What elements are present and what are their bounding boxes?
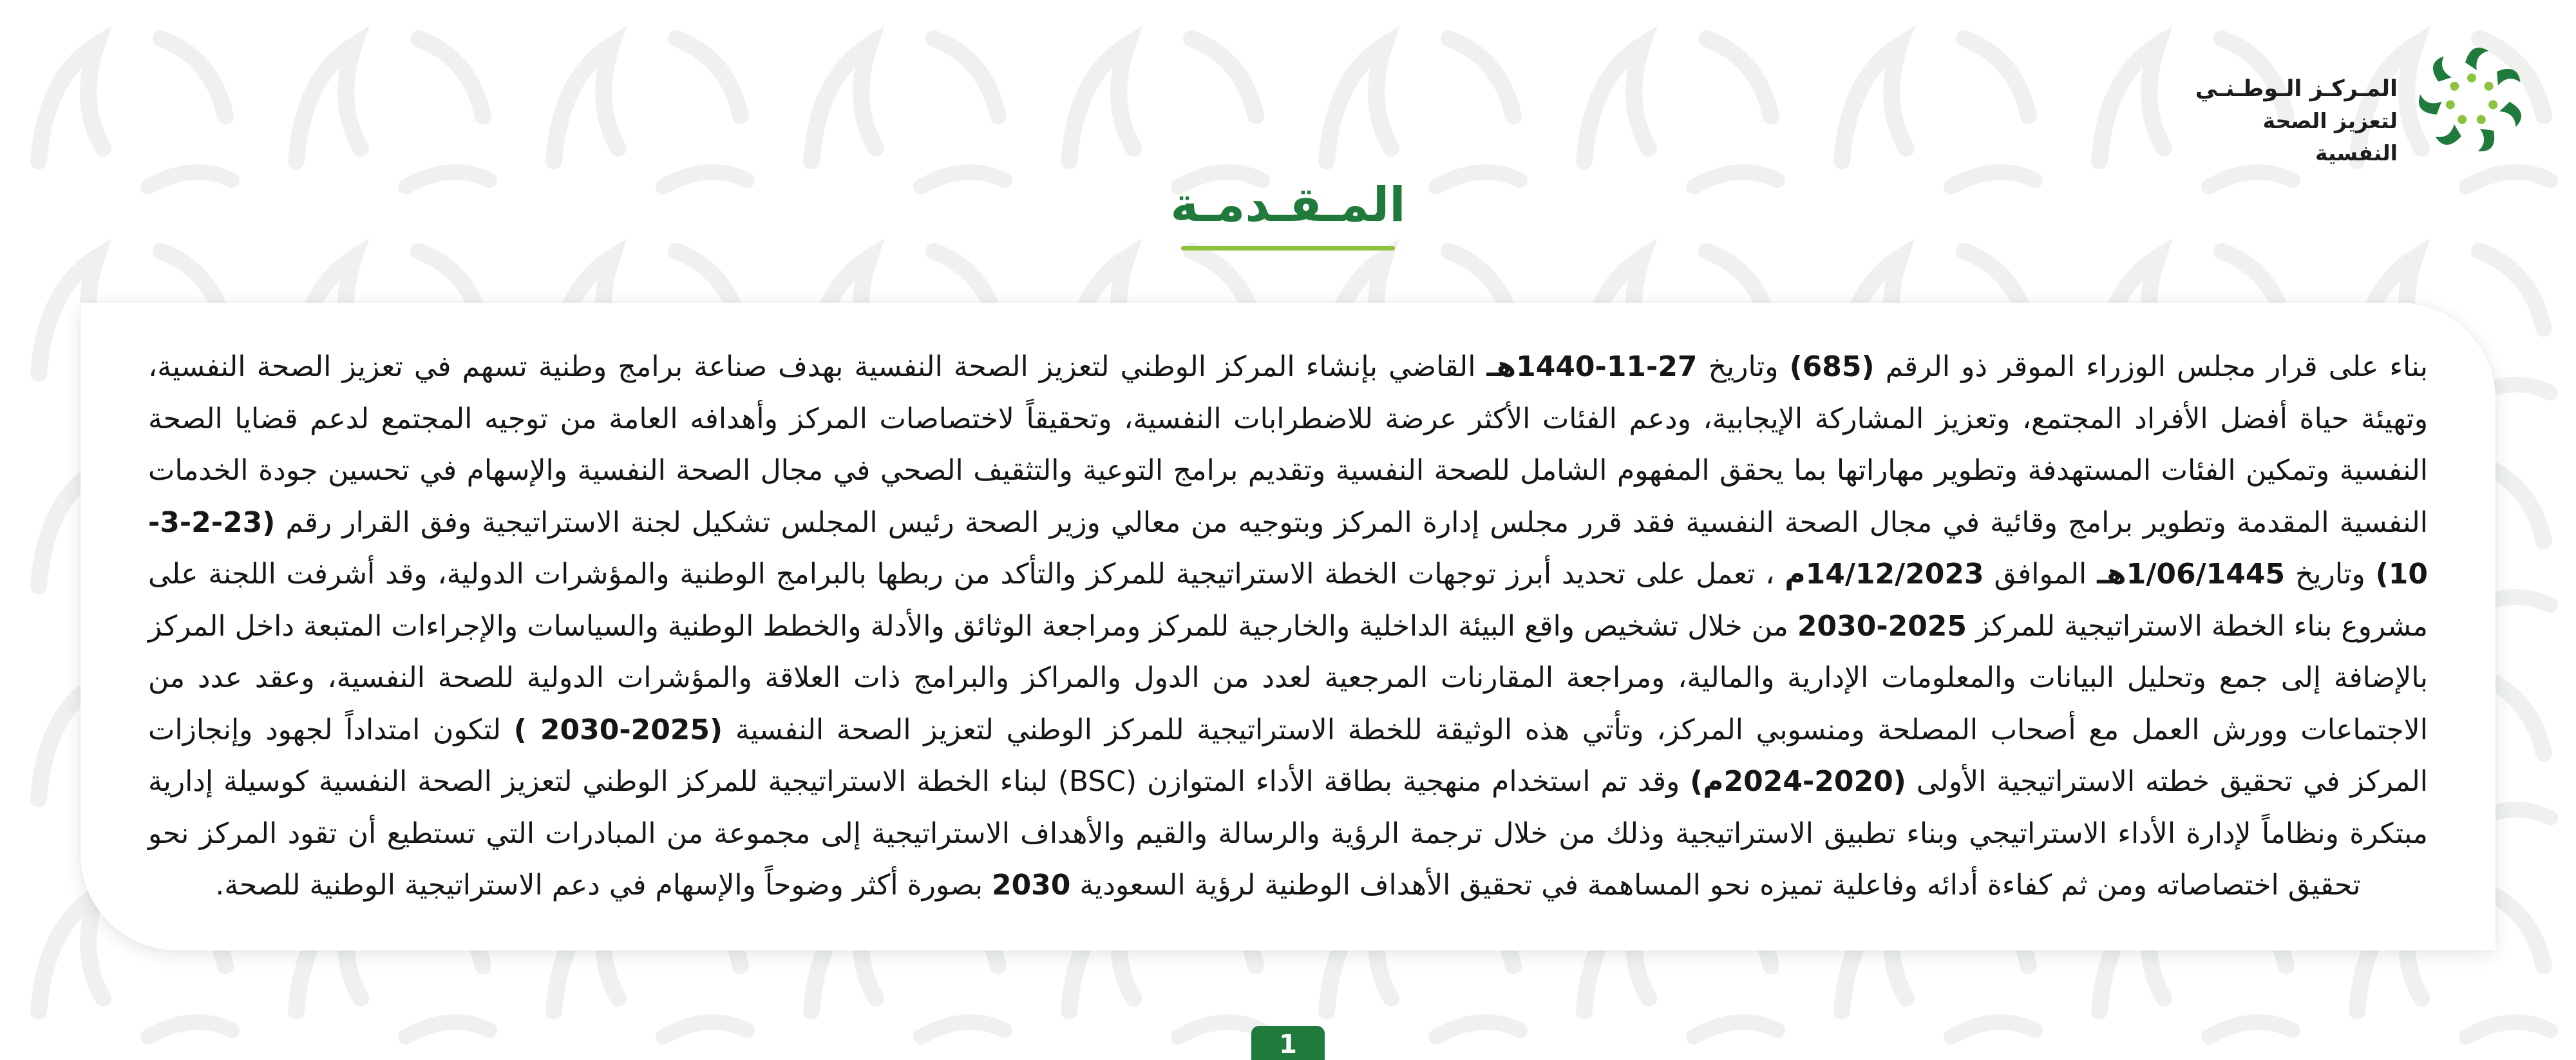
intro-text: ، تعمل على تحديد أبرز توجهات الخطة الاستراتيجية للمركز والتأكد من ربطها بالبرامج الوطنية والمؤشرات الدولية، وقد أشرفت اللجنة على مشروع بناء الخطة الاستراتيجية للمركز bbox=[148, 558, 2428, 643]
page-number: 1 bbox=[1251, 1026, 1325, 1060]
intro-bold: 2025-2030 bbox=[1797, 609, 1967, 643]
intro-bold: 27-11-1440هـ bbox=[1486, 350, 1698, 383]
intro-text: بصورة أكثر وضوحاً والإسهام في دعم الاستراتيجية الوطنية للصحة. bbox=[215, 869, 992, 902]
intro-text: من خلال تشخيص واقع البيئة الداخلية والخارجية للمركز ومراجعة الوثائق والأدلة والخطط الوطنية والسياسات والإجراءات المتبعة داخل المركز بالإضافة إلى جمع وتحليل البيانات والمعلومات الإدارية والمالية، ومراجعة المقارنات المرجعية لعدد من الدول والمراكز والبرامج ذات العلاقة والمؤشرات الدولية للصحة النفسية، وعقد عدد من الاجتماعات وورش العمل مع أصحاب المصلحة ومنسوبي المركز، وتأتي هذه الوثيقة للخطة الاستراتيجية للمركز الوطني لتعزيز الصحة النفسية bbox=[148, 609, 2429, 746]
intro-bold: 14/12/2023م bbox=[1785, 558, 1984, 591]
star-burst-logo-icon bbox=[2407, 35, 2536, 164]
intro-text: وتاريخ bbox=[1697, 350, 1790, 383]
intro-bold: (23-2-3-10) bbox=[148, 506, 2428, 591]
page-title: المـقـدمـة bbox=[1170, 177, 1406, 232]
org-name-line2: لتعزيز الصحة النفسية bbox=[2262, 108, 2398, 166]
intro-bold: 1/06/1445هـ bbox=[2097, 558, 2286, 591]
intro-bold: 2030 bbox=[991, 869, 1071, 902]
intro-text: لتكون امتداداً لجهود وإنجازات المركز في تحقيق خطته الاستراتيجية الأولى bbox=[148, 713, 2429, 798]
intro-bold: (2025-2030 ) bbox=[513, 713, 723, 746]
intro-text: وقد تم استخدام منهجية بطاقة الأداء المتوازن (BSC) لبناء الخطة الاستراتيجية للمركز الوطني لتعزيز الصحة النفسية كوسيلة إدارية مبتكرة ونظاماً لإدارة الأداء الاستراتيجي وبناء تطبيق الاستراتيجية وذلك من خلال ترجمة الرؤية والرسالة والقيم والأهداف الاستراتيجية إلى مجموعة من المبادرات التي تستطيع أن تقود المركز نحو تحقيق اختصاصاته ومن ثم كفاءة أدائه وفاعلية تميزه نحو المساهمة في تحقيق الأهداف الوطنية لرؤية السعودية bbox=[148, 765, 2428, 902]
intro-text: الموافق bbox=[1984, 558, 2098, 591]
org-name bbox=[2175, 73, 2398, 169]
org-name-line1: المـركـز الـوطـنـي bbox=[2195, 76, 2398, 102]
title-underline bbox=[1181, 246, 1395, 251]
org-logo bbox=[2175, 35, 2536, 164]
intro-text: بناء على قرار مجلس الوزراء الموقر ذو الرقم bbox=[1874, 350, 2428, 383]
intro-text: القاضي بإنشاء المركز الوطني لتعزيز الصحة النفسية بهدف صناعة برامج وطنية تسهم في تعزيز الصحة النفسية، وتهيئة حياة أفضل الأفراد المجتمع، وتعزيز المشاركة الإيجابية، ودعم الفئات الأكثر عرضة للاضطرابات النفسية، وتحقيقاً لاختصاصات المركز وأهدافه العامة من توجيه المجتمع لدعم قضايا الصحة النفسية وتمكين الفئات المستهدفة وتطوير مهاراتها بما يحقق المفهوم الشامل للصحة النفسية وتقديم برامج التوعية والتثقيف الصحي في مجال الصحة النفسية والإسهام في تحسين جودة الخدمات النفسية المقدمة وتطوير برامج وقائية في مجال الصحة النفسية فقد قرر مجلس إدارة المركز وبتوجيه من معالي وزير الصحة رئيس المجلس تشكيل لجنة الاستراتيجية وفق القرار رقم bbox=[148, 350, 2428, 539]
intro-bold: (2020-2024م) bbox=[1690, 765, 1906, 798]
intro-paragraph bbox=[148, 341, 2428, 912]
intro-bold: (685) bbox=[1789, 350, 1875, 383]
intro-text: وتاريخ bbox=[2285, 558, 2376, 591]
content-card bbox=[80, 303, 2496, 951]
